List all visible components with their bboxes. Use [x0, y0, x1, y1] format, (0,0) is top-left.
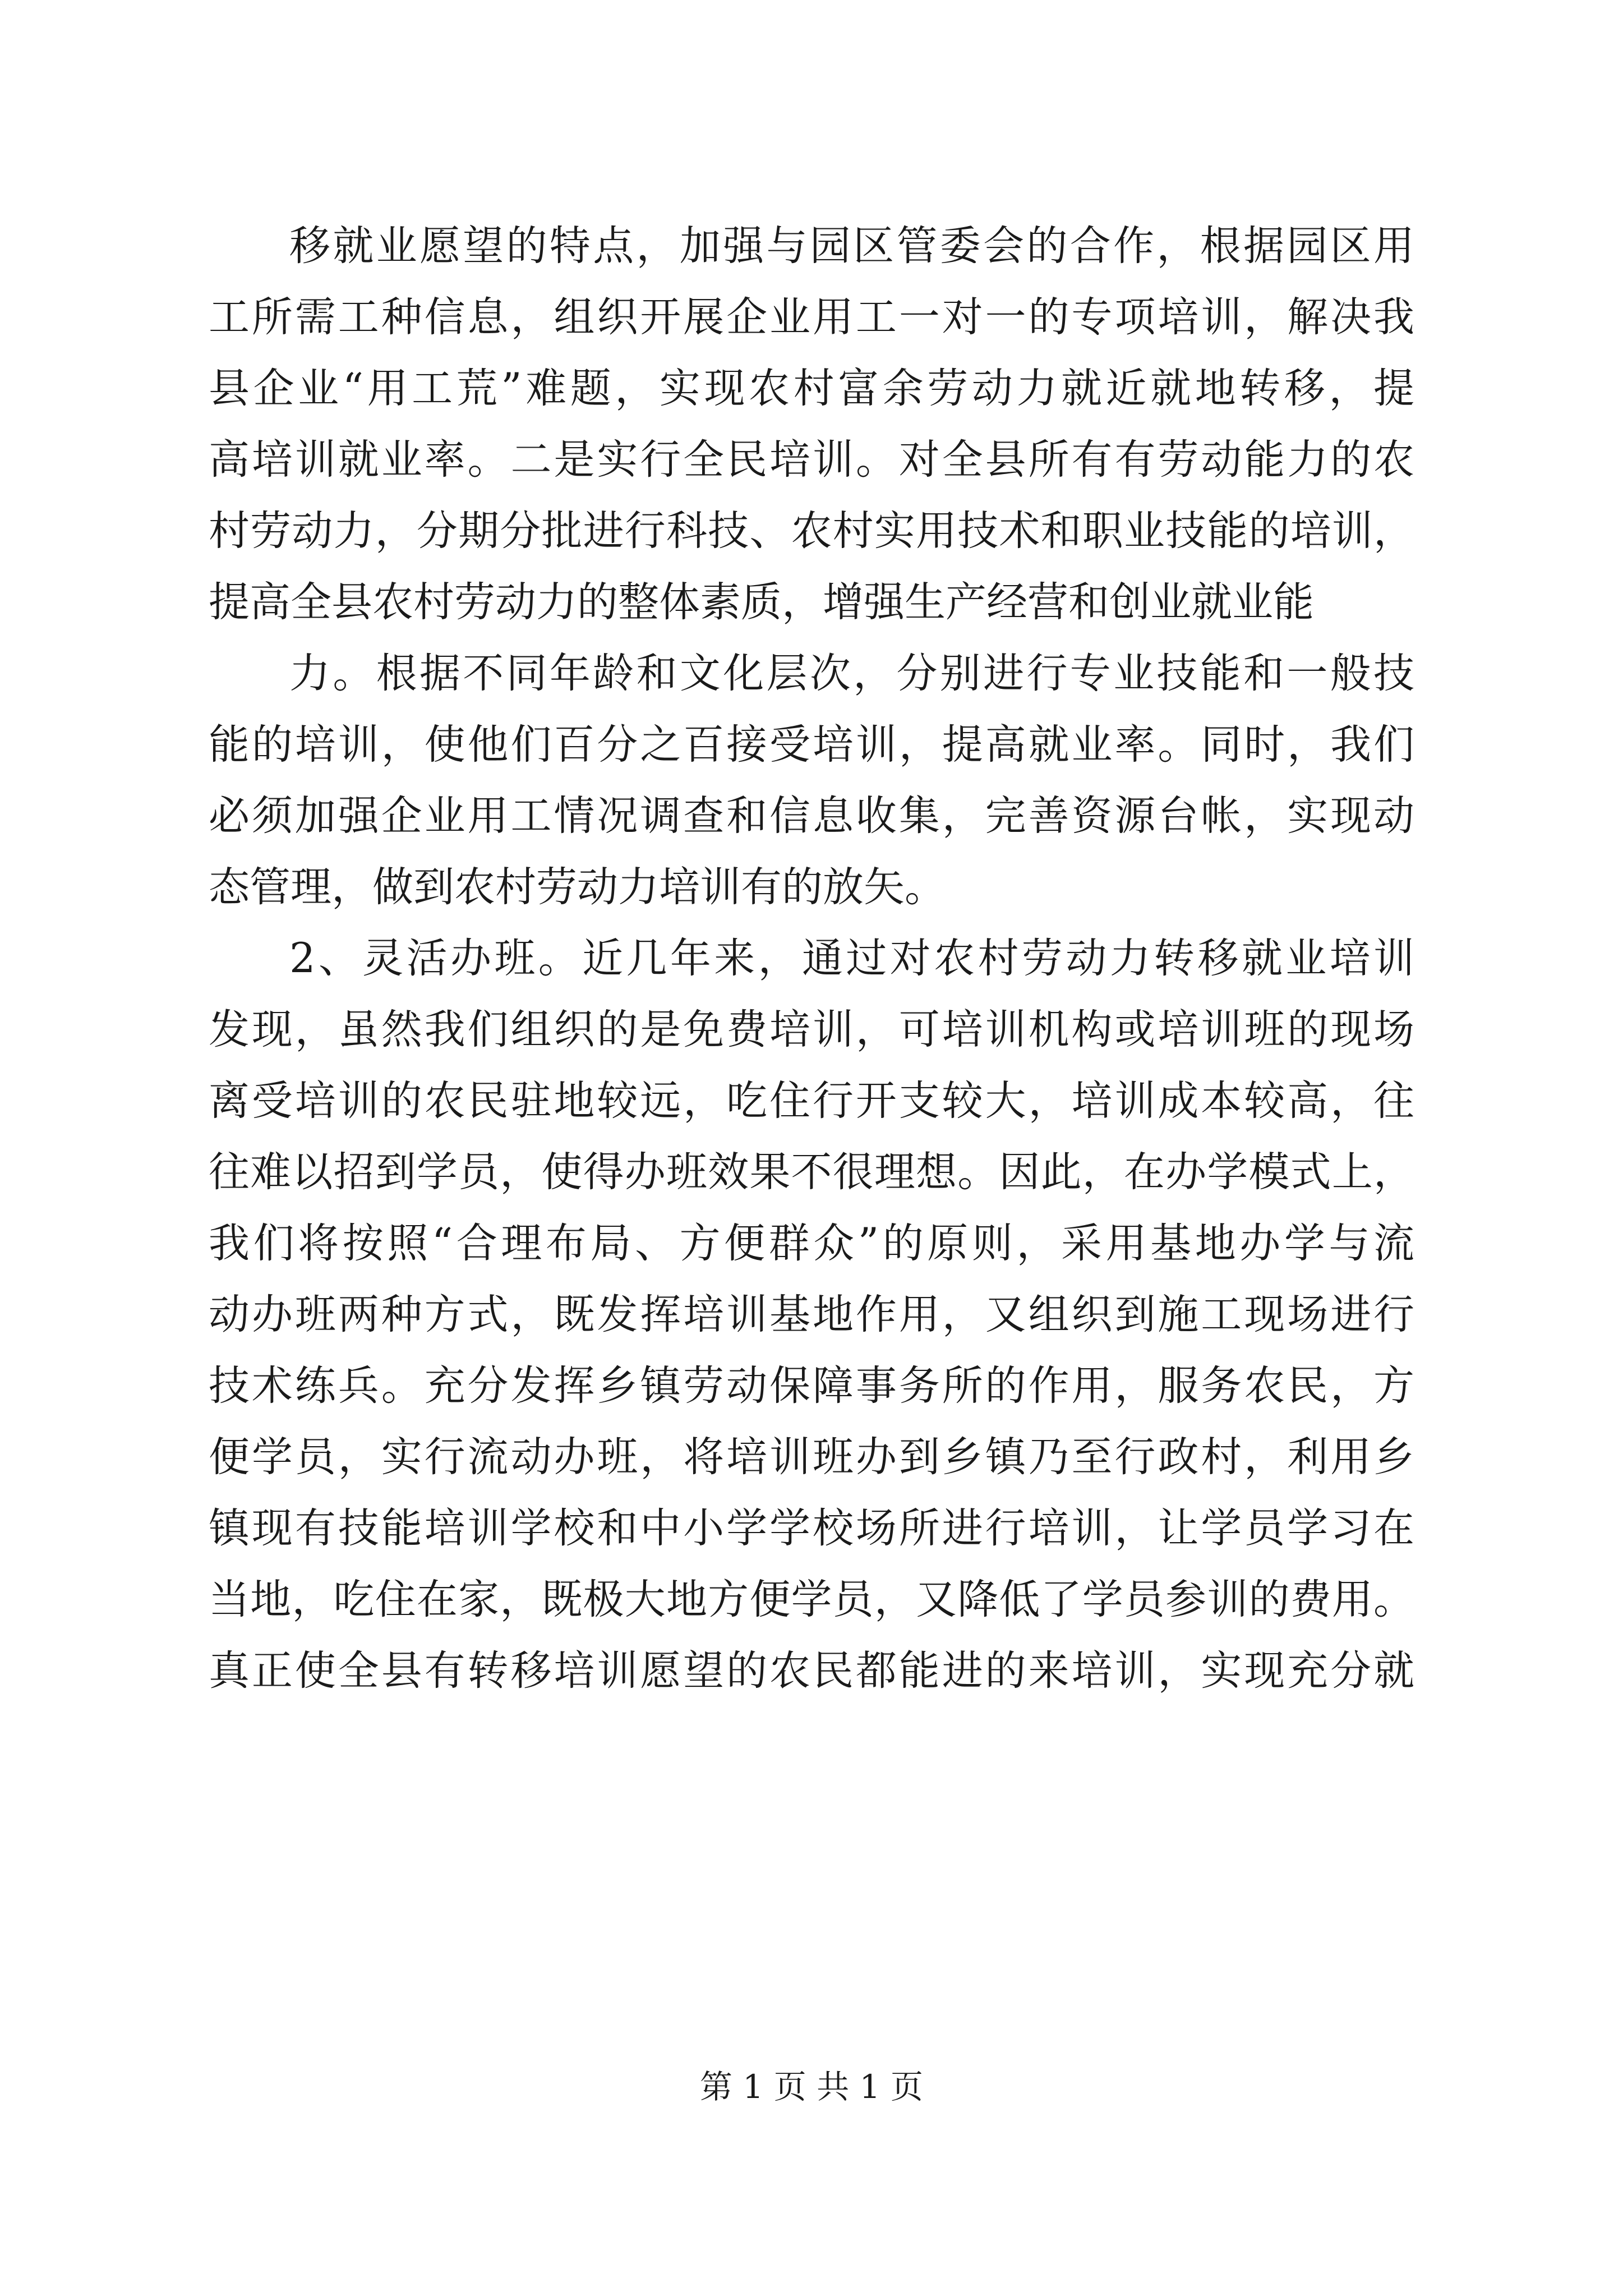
- text-line: 2、灵活办班。近几年来，通过对农村劳动力转移就业培训: [289, 935, 1414, 982]
- page-number-footer: 第 1 页 共 1 页: [700, 2068, 923, 2106]
- text-line: 真正使全县有转移培训愿望的农民都能进的来培训，实现充分就: [209, 1647, 1414, 1695]
- text-line: 技术练兵。充分发挥乡镇劳动保障事务所的作用，服务农民，方: [209, 1362, 1414, 1410]
- text-line: 能的培训，使他们百分之百接受培训，提高就业率。同时，我们: [209, 721, 1414, 769]
- text-line: 往难以招到学员，使得办班效果不很理想。因此，在办学模式上，: [209, 1148, 1414, 1196]
- text-line: 我们将按照“合理布局、方便群众”的原则，采用基地办学与流: [209, 1220, 1414, 1267]
- text-line: 镇现有技能培训学校和中小学学校场所进行培训，让学员学习在: [209, 1504, 1414, 1552]
- document-body: [209, 210, 1414, 1706]
- text-line: 高培训就业率。二是实行全民培训。对全县所有有劳动能力的农: [209, 436, 1414, 484]
- text-line: 村劳动力，分期分批进行科技、农村实用技术和职业技能的培训，: [209, 507, 1414, 555]
- text-line: 提高全县农村劳动力的整体素质，增强生产经营和创业就业能: [209, 578, 1314, 626]
- text-line: 必须加强企业用工情况调查和信息收集，完善资源台帐，实现动: [209, 792, 1414, 840]
- text-line: 当地，吃住在家，既极大地方便学员，又降低了学员参训的费用。: [209, 1576, 1414, 1623]
- text-line: 工所需工种信息，组织开展企业用工一对一的专项培训，解决我: [209, 293, 1414, 341]
- text-line: 动办班两种方式，既发挥培训基地作用，又组织到施工现场进行: [209, 1291, 1414, 1338]
- text-line: 移就业愿望的特点，加强与园区管委会的合作，根据园区用: [289, 222, 1414, 270]
- text-line: 态管理，做到农村劳动力培训有的放矢。: [209, 863, 946, 911]
- text-line: 县企业“用工荒”难题，实现农村富余劳动力就近就地转移，提: [209, 365, 1414, 412]
- text-line: 发现，虽然我们组织的是免费培训，可培训机构或培训班的现场: [209, 1006, 1414, 1053]
- text-line: 力。根据不同年龄和文化层次，分别进行专业技能和一般技: [289, 650, 1414, 697]
- text-line: 便学员，实行流动办班，将培训班办到乡镇乃至行政村，利用乡: [209, 1433, 1414, 1481]
- text-line: 离受培训的农民驻地较远，吃住行开支较大，培训成本较高，往: [209, 1077, 1414, 1125]
